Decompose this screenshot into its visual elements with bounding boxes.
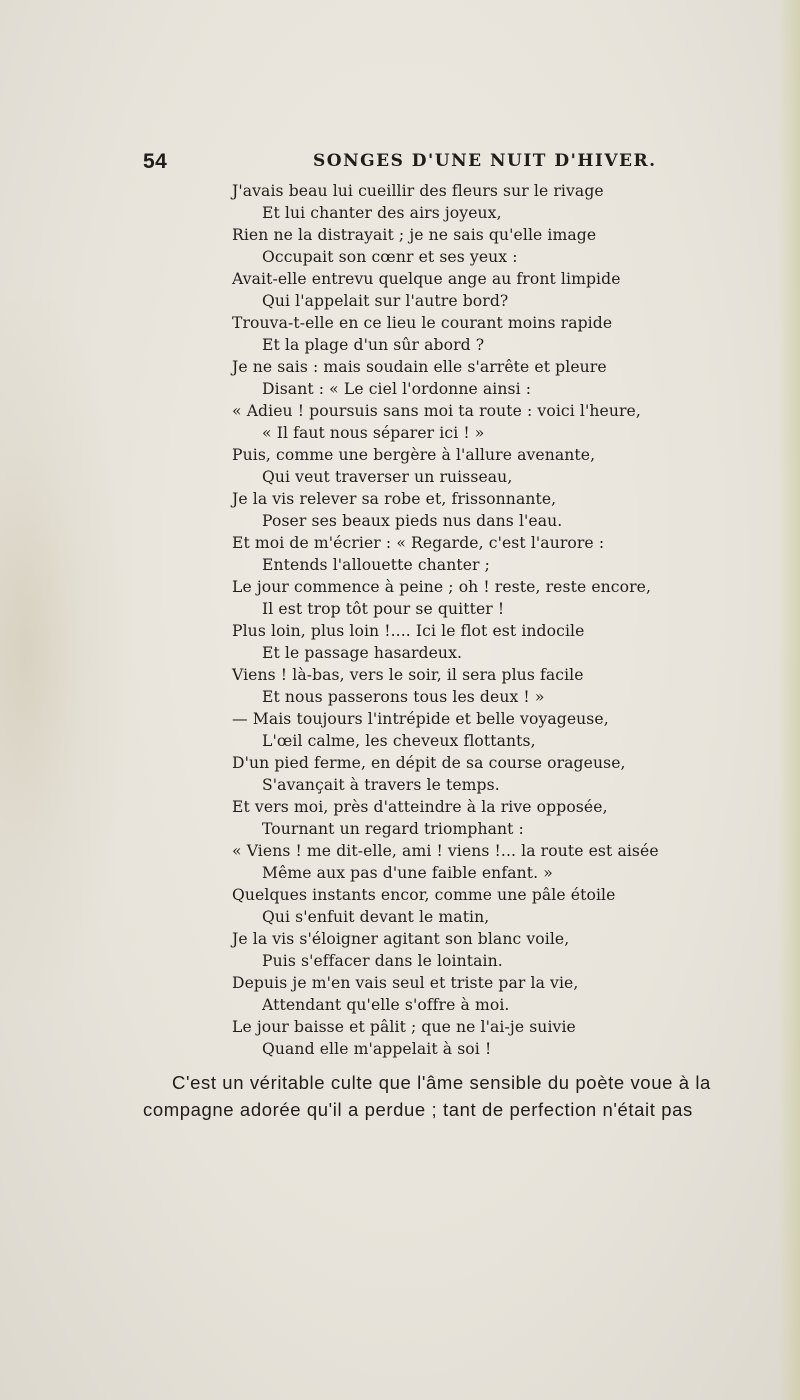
poem-line: Et le passage hasardeux. (262, 644, 463, 662)
page-header (143, 150, 698, 176)
poem-line: Quand elle m'appelait à soi ! (262, 1040, 492, 1058)
poem-line: Attendant qu'elle s'offre à moi. (262, 996, 510, 1014)
poem-line: Puis s'effacer dans le lointain. (262, 952, 503, 970)
page-number: 54 (143, 150, 168, 173)
poem-line: Le jour commence à peine ; oh ! reste, reste encore, (232, 578, 652, 596)
poem-line: « Il faut nous séparer ici ! » (262, 424, 485, 442)
poem-line: Viens ! là-bas, vers le soir, il sera plus facile (232, 666, 584, 684)
poem-line: Puis, comme une bergère à l'allure avenante, (232, 446, 596, 464)
poem-line: Poser ses beaux pieds nus dans l'eau. (262, 512, 563, 530)
poem-line: Je ne sais : mais soudain elle s'arrête et pleure (232, 358, 607, 376)
poem-line: Qui s'enfuit devant le matin, (262, 908, 490, 926)
prose-line: compagne adorée qu'il a perdue ; tant de perfection n'était pas (143, 1099, 693, 1120)
poem-line: Et lui chanter des airs joyeux, (262, 204, 502, 222)
running-title: SONGES D'UNE NUIT D'HIVER. (313, 151, 657, 171)
poem-line: Et vers moi, près d'atteindre à la rive opposée, (232, 798, 608, 816)
poem-line: Et la plage d'un sûr abord ? (262, 336, 485, 354)
poem-line: Avait-elle entrevu quelque ange au front limpide (232, 270, 621, 288)
poem-line: « Adieu ! poursuis sans moi ta route : voici l'heure, (232, 402, 641, 420)
poem-line: D'un pied ferme, en dépit de sa course orageuse, (232, 754, 626, 772)
poem-line: S'avançait à travers le temps. (262, 776, 500, 794)
poem-line: Et moi de m'écrier : « Regarde, c'est l'aurore : (232, 534, 605, 552)
poem-line: Depuis je m'en vais seul et triste par la vie, (232, 974, 579, 992)
prose-line: C'est un véritable culte que l'âme sensible du poète voue à la (172, 1072, 711, 1093)
poem-line: Même aux pas d'une faible enfant. » (262, 864, 553, 882)
paper-stain (0, 300, 130, 1000)
poem-line: Qui veut traverser un ruisseau, (262, 468, 513, 486)
poem-line: J'avais beau lui cueillir des fleurs sur le rivage (232, 182, 604, 200)
poem-line: Je la vis relever sa robe et, frissonnante, (232, 490, 557, 508)
poem-line: Trouva-t-elle en ce lieu le courant moins rapide (232, 314, 613, 332)
poem-line: Tournant un regard triomphant : (262, 820, 524, 838)
poem-line: Quelques instants encor, comme une pâle étoile (232, 886, 616, 904)
poem-line: Occupait son cœnr et ses yeux : (262, 248, 518, 266)
poem-line: L'œil calme, les cheveux flottants, (262, 732, 536, 750)
poem-line: Plus loin, plus loin !.... Ici le flot est indocile (232, 622, 585, 640)
poem-line: « Viens ! me dit-elle, ami ! viens !... la route est aisée (232, 842, 659, 860)
poem-line: — Mais toujours l'intrépide et belle voyageuse, (232, 710, 609, 728)
page-edge-shading (778, 0, 800, 1400)
poem-line: Disant : « Le ciel l'ordonne ainsi : (262, 380, 532, 398)
poem-line: Rien ne la distrayait ; je ne sais qu'elle image (232, 226, 597, 244)
poem-line: Et nous passerons tous les deux ! » (262, 688, 545, 706)
poem-line: Il est trop tôt pour se quitter ! (262, 600, 505, 618)
poem-line: Qui l'appelait sur l'autre bord? (262, 292, 509, 310)
poem-line: Je la vis s'éloigner agitant son blanc voile, (232, 930, 570, 948)
poem-line: Le jour baisse et pâlit ; que ne l'ai-je suivie (232, 1018, 576, 1036)
poem-line: Entends l'allouette chanter ; (262, 556, 491, 574)
